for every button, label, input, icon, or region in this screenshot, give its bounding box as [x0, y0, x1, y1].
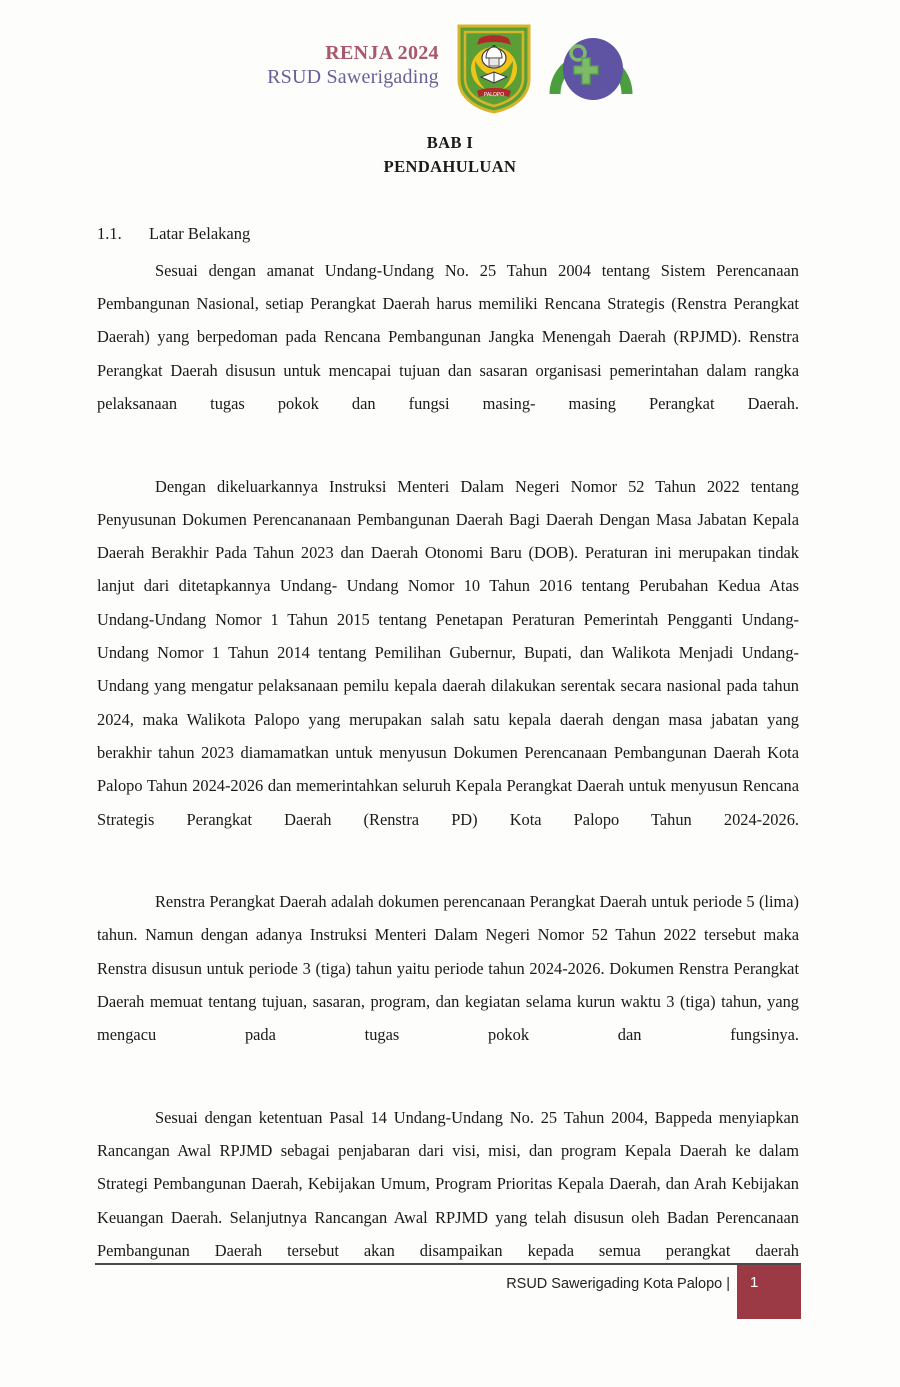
paragraph-2: Dengan dikeluarkannya Instruksi Menteri Dalam Negeri Nomor 52 Tahun 2022 tentang Penyusunan Dokumen Perencananaan Pembangunan Daerah Bagi Daerah Dengan Masa Jabatan Kepala Daerah Berakhir Pada Tahun 2023 dan Daerah Otonomi Baru (DOB). Peraturan ini merupakan tindak lanjut dari ditetapkannya Undang- Undang Nomor 10 Tahun 2016 tentang Perubahan Kedua Atas Undang-Undang Nomor 1 Tahun 2015 tentang Penetapan Peraturan Pemerintah Pengganti Undang-Undang Nomor 1 Tahun 2014 tentang Pemilihan Gubernur, Bupati, dan Walikota Menjadi Undang-Undang yang mengatur pelaksanaan pemilu kepala daerah dilakukan serentak secara nasional pada tahun 2024, maka Walikota Palopo yang merupakan salah satu kepala daerah dengan masa jabatan yang berakhir tahun 2023 diamamatkan untuk menyusun Dokumen Perencanaan Pembangunan Daerah Kota Palopo Tahun 2024-2026 dan memerintahkan seluruh Kepala Perangkat Daerah untuk menyusun Rencana Strategis Perangkat Daerah (Renstra PD) Kota Palopo Tahun 2024-2026.: [97, 476, 799, 829]
section-label: Latar Belakang: [149, 224, 251, 243]
page-title: [0, 131, 900, 179]
paragraph-1: Sesuai dengan amanat Undang-Undang No. 25 Tahun 2004 tentang Sistem Perencanaan Pembangunan Nasional, setiap Perangkat Daerah harus memiliki Rencana Strategis (Renstra Perangkat Daerah) yang berpedoman pada Rencana Pembangunan Jangka Menengah Daerah (RPJMD). Renstra Perangkat Daerah disusun untuk mencapai tujuan dan sasaran organisasi pemerintahan dalam rangka pelaksanaan tugas pokok dan fungsi masing- masing Perangkat Daerah.: [97, 260, 799, 413]
paragraph-4: Sesuai dengan ketentuan Pasal 14 Undang-Undang No. 25 Tahun 2004, Bappeda menyiapkan Rancangan Awal RPJMD sebagai penjabaran dari visi, misi, dan program Kepala Daerah ke dalam Strategi Pembangunan Daerah, Kebijakan Umum, Program Prioritas Kepala Daerah, dan Arah Kebijakan Keuangan Daerah. Selanjutnya Rancangan Awal RPJMD yang telah disusun oleh Badan Perencanaan Pembangunan Daerah tersebut akan disampaikan kepada semua perangkat daerah: [97, 1107, 799, 1261]
section-number: 1.1.: [97, 224, 122, 243]
page-number-badge: 1: [737, 1265, 801, 1319]
header-institution-name: RSUD Sawerigading: [267, 66, 439, 88]
svg-text:PALOPO: PALOPO: [483, 92, 504, 98]
palopo-city-emblem-icon: [453, 21, 535, 115]
rsud-sawerigading-logo-icon: [549, 22, 633, 114]
footer-label: RSUD Sawerigading Kota Palopo |: [506, 1276, 730, 1292]
header-renja-title: RENJA 2024: [325, 41, 439, 64]
header-text-block: [267, 41, 439, 96]
paragraph-3: Renstra Perangkat Daerah adalah dokumen perencanaan Perangkat Daerah untuk periode 5 (lima) tahun. Namun dengan adanya Instruksi Menteri Dalam Negeri Nomor 52 Tahun 2022 tersebut maka Renstra disusun untuk periode 3 (tiga) tahun yaitu periode tahun 2024-2026. Dokumen Renstra Perangkat Daerah memuat tentang tujuan, sasaran, program, dan kegiatan selama kurun waktu 3 (tiga) tahun, yang mengacu pada tugas pokok dan fungsinya.: [97, 892, 799, 1045]
document-header: [0, 14, 900, 122]
chapter-label: BAB I: [426, 133, 474, 152]
footer-content: [95, 1265, 801, 1321]
chapter-name: PENDAHULUAN: [383, 156, 517, 176]
document-body: [97, 222, 799, 1302]
section-heading-latar-belakang: [97, 222, 799, 247]
document-footer: [95, 1263, 801, 1323]
